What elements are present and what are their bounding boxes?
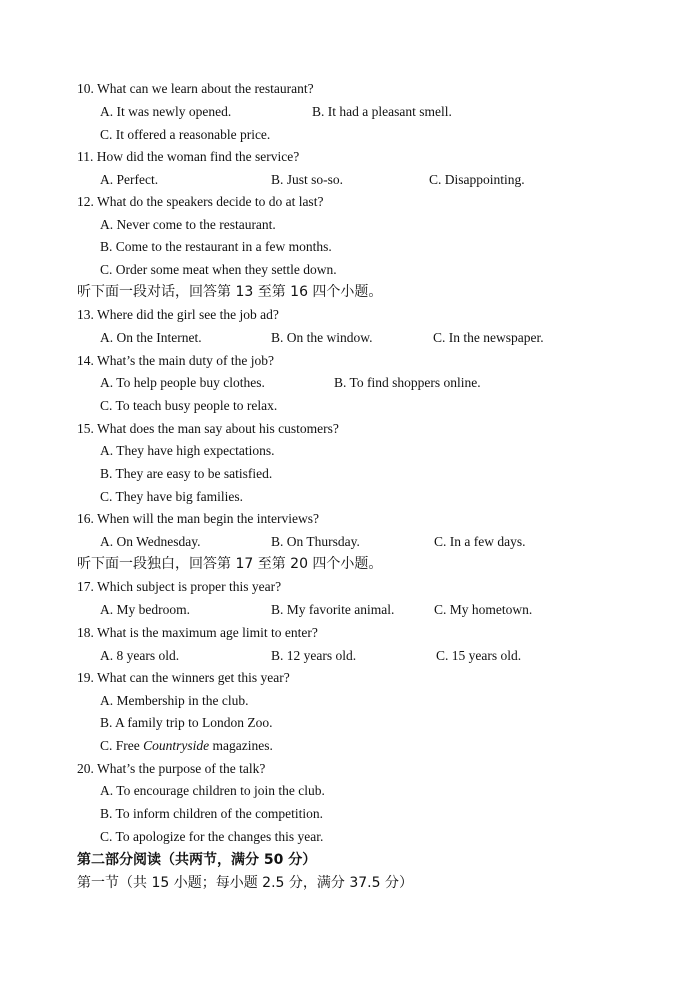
option-c: C. To apologize for the changes this year. <box>100 829 324 844</box>
question-text: What is the maximum age limit to enter? <box>97 625 318 640</box>
option-c: C. Order some meat when they settle down. <box>100 262 337 277</box>
option-b: B. Come to the restaurant in a few months. <box>100 239 332 254</box>
question-text: What does the man say about his customers? <box>97 421 339 436</box>
option-a: A. Membership in the club. <box>100 693 249 708</box>
question-13 <box>77 306 279 324</box>
option-b: B. On Thursday. <box>271 534 360 549</box>
option-a: A. On Wednesday. <box>100 534 201 549</box>
question-text: Where did the girl see the job ad? <box>97 307 279 322</box>
question-text: Which subject is proper this year? <box>97 579 282 594</box>
question-number: 15. <box>77 421 94 436</box>
question-18 <box>77 624 318 642</box>
question-16 <box>77 510 319 528</box>
question-number: 14. <box>77 353 94 368</box>
question-text: What can we learn about the restaurant? <box>97 81 314 96</box>
question-text: What’s the purpose of the talk? <box>97 761 266 776</box>
question-number: 19. <box>77 670 94 685</box>
option-a: A. To help people buy clothes. <box>100 375 265 390</box>
option-c: C. They have big families. <box>100 489 243 504</box>
option-c: C. In the newspaper. <box>433 330 544 345</box>
question-17 <box>77 578 281 596</box>
question-10 <box>77 80 314 98</box>
option-b: B. A family trip to London Zoo. <box>100 715 273 730</box>
question-text: What do the speakers decide to do at last? <box>97 194 324 209</box>
question-number: 20. <box>77 761 94 776</box>
question-number: 18. <box>77 625 94 640</box>
option-a: A. On the Internet. <box>100 330 202 345</box>
option-c: C. My hometown. <box>434 602 533 617</box>
option-b: B. To inform children of the competition. <box>100 806 324 821</box>
option-a: A. To encourage children to join the club. <box>100 783 325 798</box>
instruction-13-16: 听下面一段对话，回答第 13 至第 16 四个小题。 <box>77 284 383 300</box>
question-text: What can the winners get this year? <box>97 670 290 685</box>
question-number: 16. <box>77 511 94 526</box>
option-a: A. It was newly opened. <box>100 104 232 119</box>
option-b: B. To find shoppers online. <box>334 375 481 390</box>
question-number: 12. <box>77 194 94 209</box>
option-a: A. My bedroom. <box>100 602 190 617</box>
option-b: B. On the window. <box>271 330 373 345</box>
section1-title: 第一节（共 15 小题；每小题 2.5 分，满分 37.5 分） <box>77 875 413 891</box>
option-b: B. They are easy to be satisfied. <box>100 466 273 481</box>
instruction-17-20: 听下面一段独白，回答第 17 至第 20 四个小题。 <box>77 556 383 572</box>
option-c: C. In a few days. <box>434 534 526 549</box>
question-text: What’s the main duty of the job? <box>97 353 274 368</box>
option-a: A. 8 years old. <box>100 648 180 663</box>
option-b: B. It had a pleasant smell. <box>312 104 452 119</box>
option-b: B. Just so-so. <box>271 172 344 187</box>
question-number: 10. <box>77 81 94 96</box>
question-number: 11. <box>77 149 94 164</box>
question-text: How did the woman find the service? <box>96 149 300 164</box>
question-12 <box>77 193 323 211</box>
option-a: A. They have high expectations. <box>100 443 275 458</box>
question-19 <box>77 669 290 687</box>
question-15 <box>77 420 339 438</box>
question-14 <box>77 352 274 370</box>
part2-title: 第二部分阅读（共两节，满分 50 分） <box>77 852 317 868</box>
option-a: A. Perfect. <box>100 172 159 187</box>
option-c: C. Free Countryside magazines. <box>100 738 273 753</box>
option-b: B. 12 years old. <box>271 648 357 663</box>
magazine-title: Countryside <box>143 738 210 753</box>
question-text: When will the man begin the interviews? <box>97 511 319 526</box>
question-number: 13. <box>77 307 94 322</box>
option-c: C. Disappointing. <box>429 172 525 187</box>
question-11 <box>77 148 299 166</box>
option-c: C. 15 years old. <box>436 648 522 663</box>
question-number: 17. <box>77 579 94 594</box>
question-20 <box>77 760 265 778</box>
option-c: C. To teach busy people to relax. <box>100 398 278 413</box>
option-b: B. My favorite animal. <box>271 602 395 617</box>
option-a: A. Never come to the restaurant. <box>100 217 276 232</box>
option-c: C. It offered a reasonable price. <box>100 127 271 142</box>
